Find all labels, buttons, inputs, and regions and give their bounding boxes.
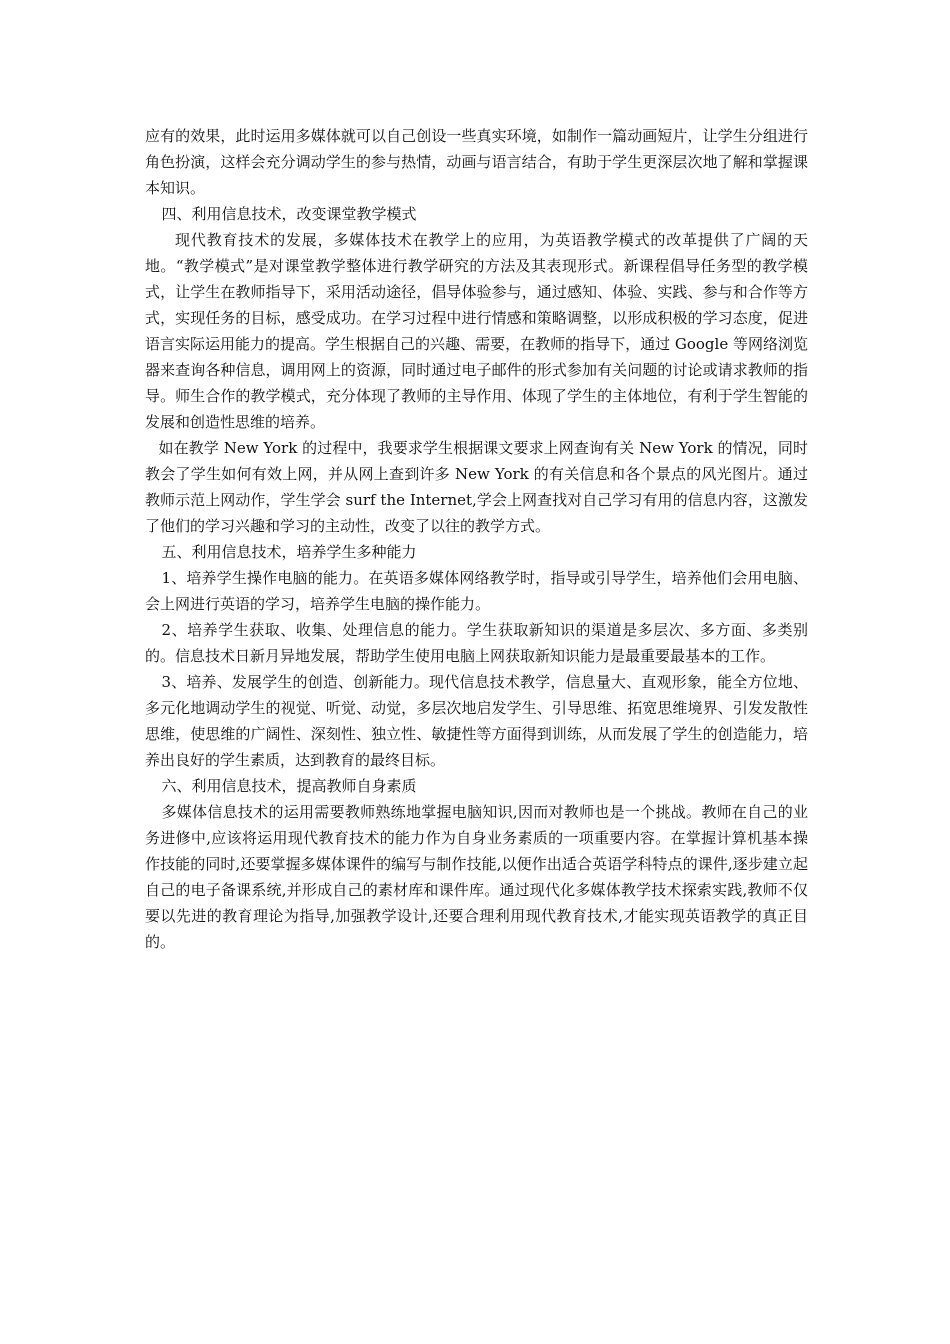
section-heading-6: 六、利用信息技术，提高教师自身素质 [161,777,417,795]
paragraph-ability-2: 2、培养学生获取、收集、处理信息的能力。学生获取新知识的渠道是多层次、多方面、多类别的。信息技术日新月异地发展，帮助学生使用电脑上网获取新知识能力是最重要最基本的工作。 [145,621,808,665]
paragraph-teaching-mode: 现代教育技术的发展，多媒体技术在教学上的应用，为英语教学模式的改革提供了广阔的天地。“教学模式”是对课堂教学整体进行教学研究的方法及其表现形式。新课程倡导任务型的教学模式，让学生在教师指导下，采用活动途径，倡导体验参与，通过感知、体验、实践、参与和合作等方式，实现任务的目标，感受成功。在学习过程中进行情感和策略调整，以形成积极的学习态度，促进语言实际运用能力的提高。学生根据自己的兴趣、需要，在教师的指导下，通过 Google 等网络浏览器来查询各种信息，调用网上的资源，同时通过电子邮件的形式参加有关问题的讨论或请求教师的指导。师生合作的教学模式，充分体现了教师的主导作用、体现了学生的主体地位，有利于学生智能的发展和创造性思维的培养。 [145,231,808,431]
paragraph-intro-continued: 应有的效果，此时运用多媒体就可以自己创设一些真实环境，如制作一篇动画短片，让学生分组进行角色扮演，这样会充分调动学生的参与热情，动画与语言结合，有助于学生更深层次地了解和掌握课本知识。 [145,127,808,197]
section-heading-4: 四、利用信息技术，改变课堂教学模式 [161,205,417,223]
paragraph-teacher-quality: 多媒体信息技术的运用需要教师熟练地掌握电脑知识,因而对教师也是一个挑战。教师在自己的业务进修中,应该将运用现代教育技术的能力作为自身业务素质的一项重要内容。在掌握计算机基本操作技能的同时,还要掌握多媒体课件的编写与制作技能,以便作出适合英语学科特点的课件,逐步建立起自己的电子备课系统,并形成自己的素材库和课件库。通过现代化多媒体教学技术探索实践,教师不仅要以先进的教育理论为指导,加强教学设计,还要合理利用现代教育技术,才能实现英语教学的真正目的。 [145,803,808,951]
paragraph-ability-3: 3、培养、发展学生的创造、创新能力。现代信息技术教学，信息量大、直观形象，能全方位地、多元化地调动学生的视觉、听觉、动觉，多层次地启发学生、引导思维、拓宽思维境界、引发发散性思维，使思维的广阔性、深刻性、独立性、敏捷性等方面得到训练，从而发展了学生的创造能力，培养出良好的学生素质，达到教育的最终目标。 [145,673,808,769]
section-heading-5: 五、利用信息技术，培养学生多种能力 [161,543,417,561]
paragraph-ability-1: 1、培养学生操作电脑的能力。在英语多媒体网络教学时，指导或引导学生，培养他们会用电脑、会上网进行英语的学习，培养学生电脑的操作能力。 [145,569,808,613]
document-body [145,123,808,955]
paragraph-new-york-example: 如在教学 New York 的过程中，我要求学生根据课文要求上网查询有关 New York 的情况，同时教会了学生如何有效上网，并从网上查到许多 New York 的有关信息和各个景点的风光图片。通过教师示范上网动作，学生学会 surf the Internet,学会上网查找对自己学习有用的信息内容，这激发了他们的学习兴趣和学习的主动性，改变了以往的教学方式。 [145,439,808,535]
